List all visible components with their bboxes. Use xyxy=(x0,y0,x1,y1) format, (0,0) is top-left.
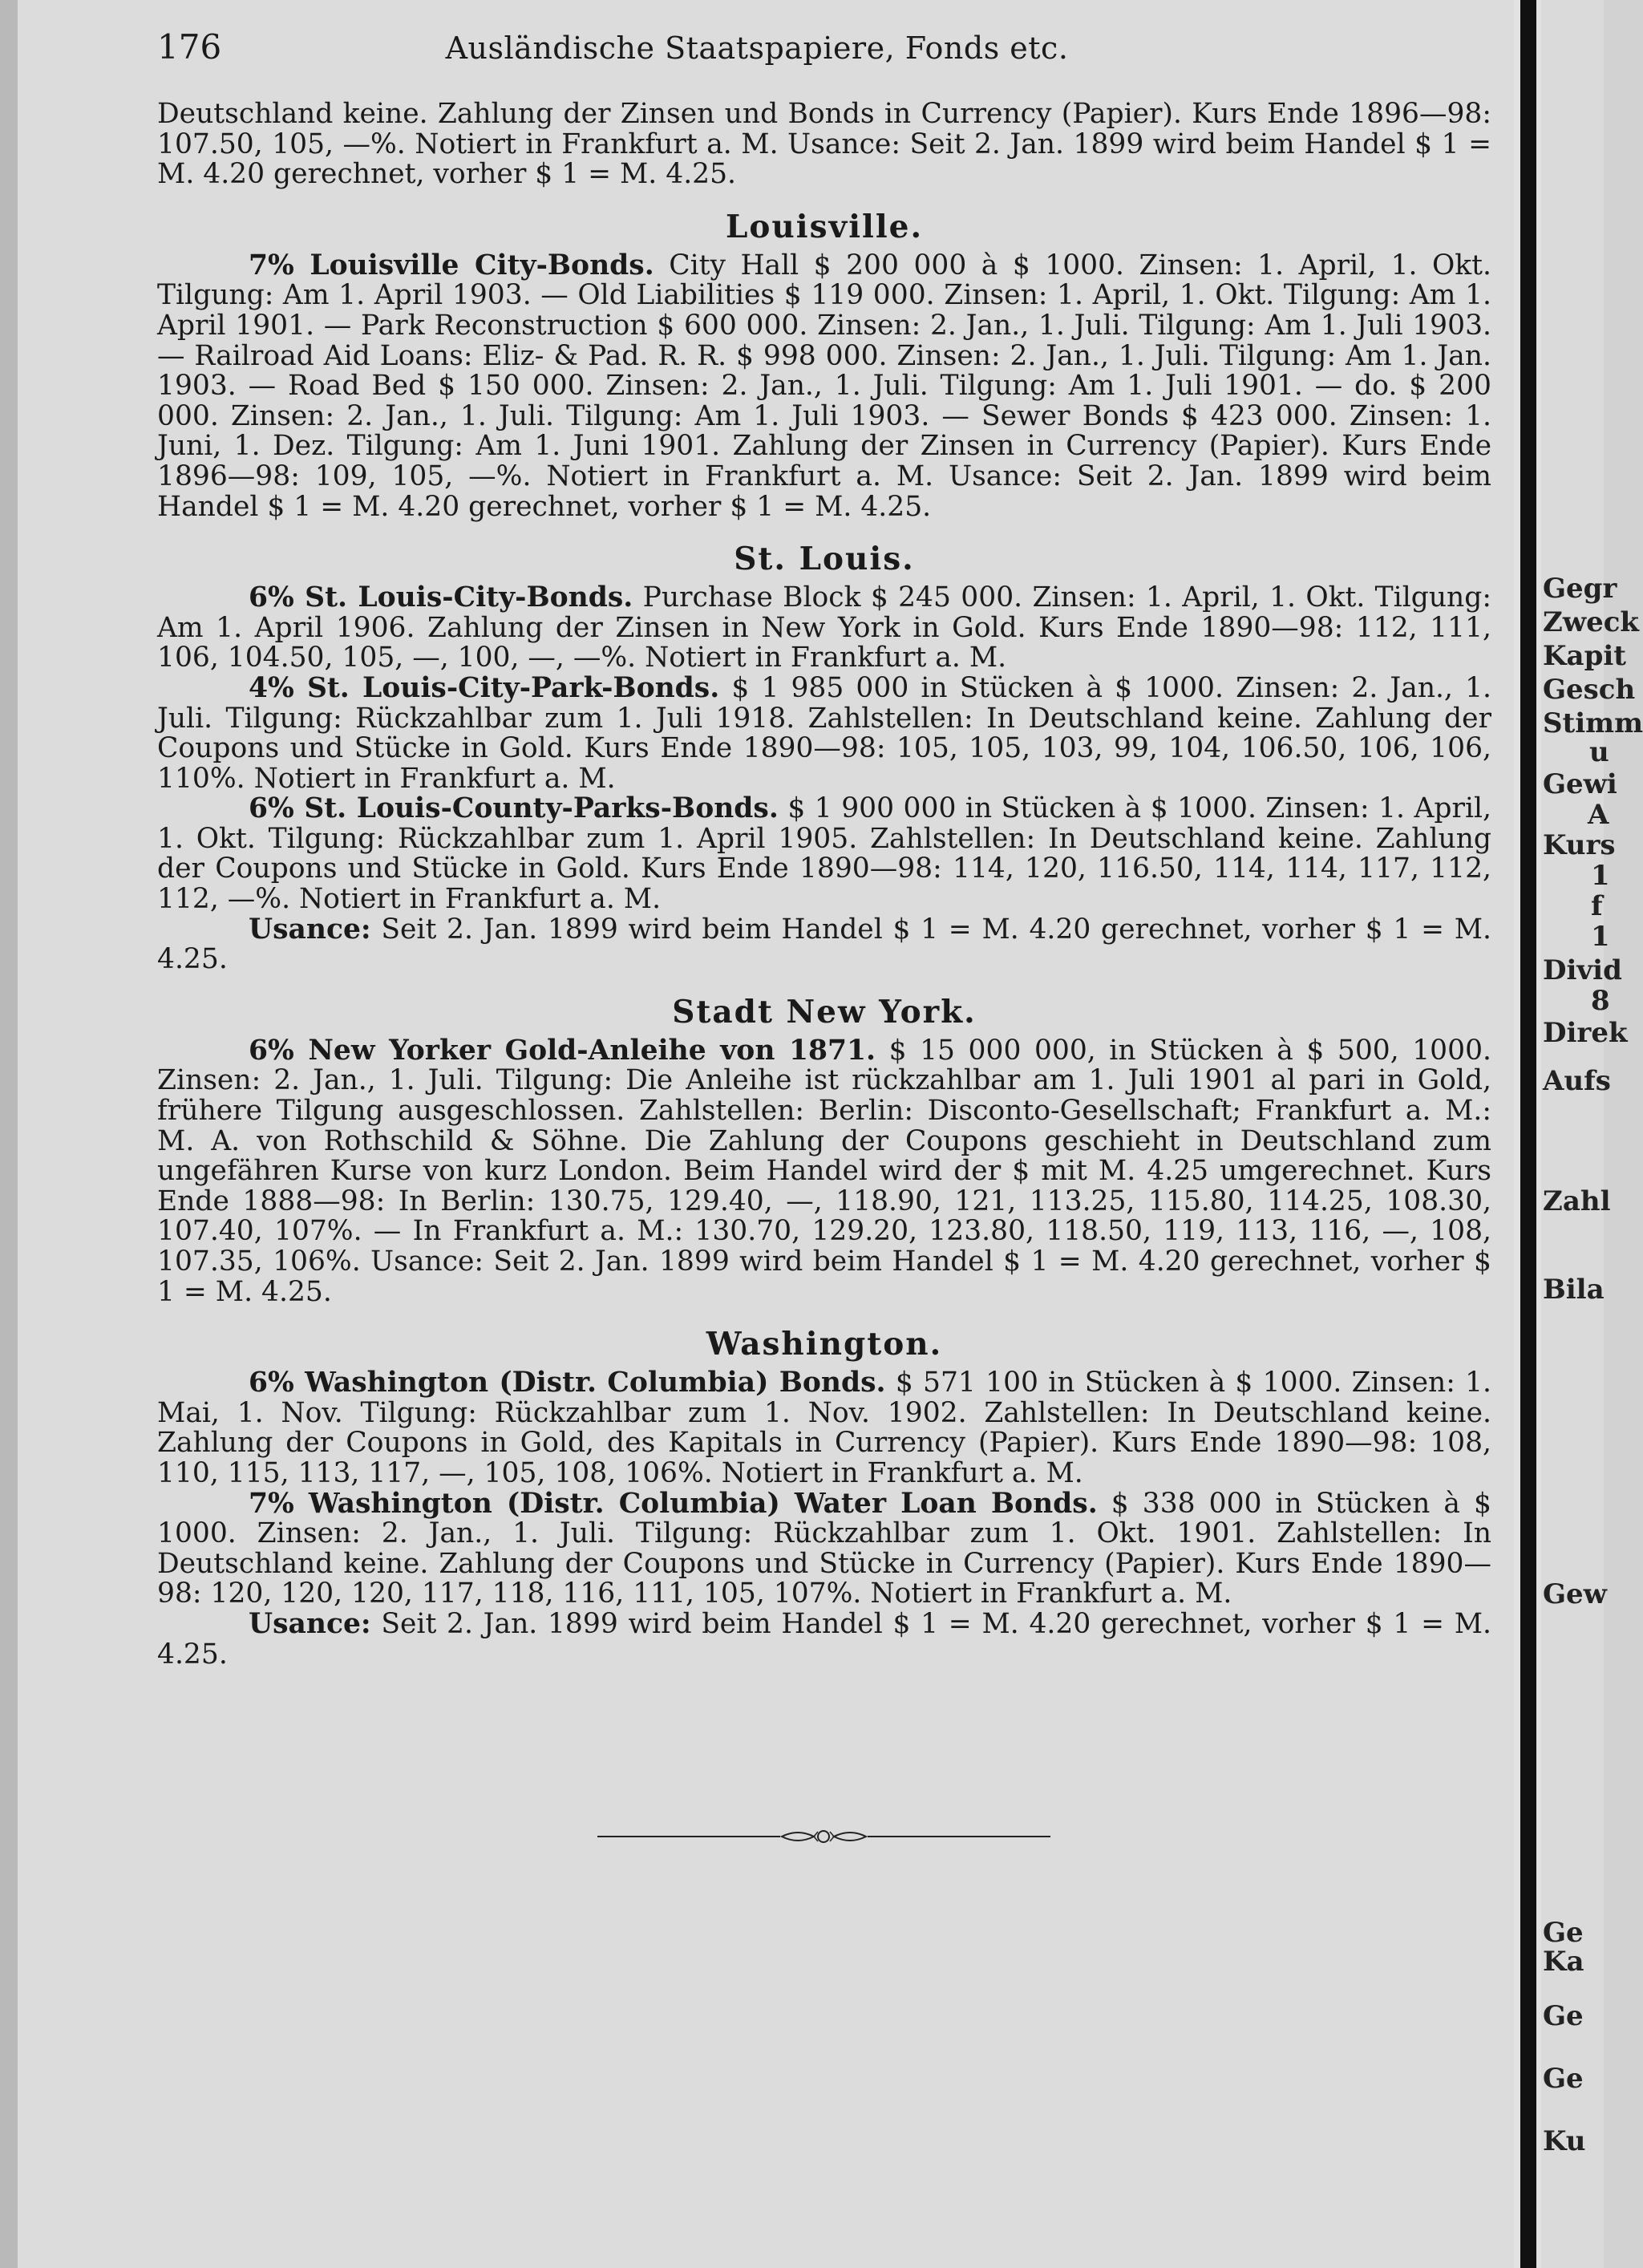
adjacent-fragment: Gewi xyxy=(1543,768,1617,800)
entry-lead: Usance: xyxy=(249,913,371,946)
adjacent-fragment: u xyxy=(1589,736,1609,768)
intro-paragraph: Deutschland keine. Zahlung der Zinsen und Bonds in Currency (Papier). Kurs Ende 1896—98: 107.50, 105, —%. Notiert in Frankfurt a. M. Usance: Seit 2. Jan. 1899 wird beim Handel $ 1 = M. 4.20 gerechnet, vorher $ 1 = M. 4.25. xyxy=(157,98,1491,191)
section-title-st-louis: St. Louis. xyxy=(734,541,915,578)
entry-lead: 6% St. Louis-City-Bonds. xyxy=(249,581,633,614)
adjacent-fragment: Aufs xyxy=(1543,1065,1611,1097)
section-title-louisville: Louisville. xyxy=(725,208,924,245)
entry-lead: 4% St. Louis-City-Park-Bonds. xyxy=(249,671,720,704)
page-left-edge xyxy=(0,0,18,2268)
entry-washington-usance xyxy=(157,1607,1491,1671)
book-spine-shadow xyxy=(1520,0,1536,2268)
entry-text: $ 1 900 000 in Stücken à $ 1000. Zinsen: 1. April, 1. Okt. Tilgung: Rückzahlbar zum 1. April 1905. Zahlstellen: In Deutschland keine. Zahlung der Coupons und Stücke in Gold. Kurs Ende 1890—98: 114, 120, 116.50, 114, 114, 117, 112, 112, —%. Notiert in Frankfurt a. M. xyxy=(157,792,1492,916)
adjacent-fragment: Gew xyxy=(1543,1578,1607,1610)
page-number: 176 xyxy=(157,27,222,67)
entry-text: Seit 2. Jan. 1899 wird beim Handel $ 1 = M. 4.20 gerechnet, vorher $ 1 = M. 4.25. xyxy=(157,913,1491,976)
adjacent-fragment: Ge xyxy=(1543,1917,1584,1949)
entry-washington-water-loan-bonds xyxy=(157,1489,1491,1610)
adjacent-fragment: Divid xyxy=(1543,954,1622,986)
entry-text: $ 15 000 000, in Stücken à $ 500, 1000. Zinsen: 2. Jan., 1. Juli. Tilgung: Die Anleihe ist rückzahlbar am 1. Juli 1901 al pari in Gold, frühere Tilgung ausgeschlossen. Zahlstellen: Berlin: Disconto-Gesellschaft; Frankfurt a. M.: M. A. von Rothschild & Söhne. Die Zahlung der Coupons geschieht in Deutschland zum ungefähren Kurse von kurz London. Beim Handel wird der $ mit M. 4.25 umgerechnet. Kurs Ende 1888—98: In Berlin: 130.75, 129.40, —, 118.90, 121, 113.25, 115.80, 114.25, 108.30, 107.40, 107%. — In Frankfurt a. M.: 130.70, 129.20, 123.80, 118.50, 119, 113, 116, —, 108, 107.35, 106%. Usance: Seit 2. Jan. 1899 wird beim Handel $ 1 = M. 4.20 gerechnet, vorher $ 1 = M. 4.25. xyxy=(157,1034,1491,1308)
entry-washington-bonds xyxy=(157,1368,1491,1488)
ornament-divider xyxy=(597,1819,1050,1854)
entry-text: Seit 2. Jan. 1899 wird beim Handel $ 1 = M. 4.20 gerechnet, vorher $ 1 = M. 4.25. xyxy=(157,1607,1491,1671)
entry-lead: 6% New Yorker Gold-Anleihe von 1871. xyxy=(249,1034,876,1067)
adjacent-fragment: Zahl xyxy=(1543,1185,1611,1217)
entry-st-louis-county-parks-bonds xyxy=(157,794,1491,914)
adjacent-page-edge xyxy=(1541,0,1643,2268)
entry-text: $ 1 985 000 in Stücken à $ 1000. Zinsen: 2. Jan., 1. Juli. Tilgung: Rückzahlbar zum 1. Juli 1918. Zahlstellen: In Deutschland keine. Zahlung der Coupons und Stücke in Gold. Kurs Ende 1890—98: 105, 105, 103, 99, 104, 106.50, 106, 106, 110%. Notiert in Frankfurt a. M. xyxy=(157,671,1492,795)
entry-lead: 6% Washington (Distr. Columbia) Bonds. xyxy=(249,1367,886,1399)
entry-lead: 6% St. Louis-County-Parks-Bonds. xyxy=(249,792,779,825)
running-head: Ausländische Staatspapiere, Fonds etc. xyxy=(445,30,1069,66)
entry-text: City Hall $ 200 000 à $ 1000. Zinsen: 1. April, 1. Okt. Tilgung: Am 1. April 1903. — Old Liabilities $ 119 000. Zinsen: 1. April, 1. Okt. Tilgung: Am 1. April 1901. — Park Reconstruction $ 600 000. Zinsen: 2. Jan., 1. Juli. Tilgung: Am 1. Juli 1903. — Railroad Aid Loans: Eliz- & Pad. R. R. $ 998 000. Zinsen: 2. Jan., 1. Juli. Tilgung: Am 1. Jan. 1903. — Road Bed $ 150 000. Zinsen: 2. Jan., 1. Juli. Tilgung: Am 1. Juli 1901. — do. $ 200 000. Zinsen: 2. Jan., 1. Juli. Tilgung: Am 1. Juli 1903. — Sewer Bonds $ 423 000. Zinsen: 1. Juni, 1. Dez. Tilgung: Am 1. Juni 1901. Zahlung der Zinsen in Currency (Papier). Kurs Ende 1896—98: 109, 105, —%. Notiert in Frankfurt a. M. Usance: Seit 2. Jan. 1899 wird beim Handel $ 1 = M. 4.20 gerechnet, vorher $ 1 = M. 4.25. xyxy=(157,249,1491,523)
adjacent-fragment: Bila xyxy=(1543,1274,1605,1306)
adjacent-fragment: Ka xyxy=(1543,1946,1584,1978)
adjacent-fragment: f xyxy=(1591,890,1603,922)
adjacent-fragment: A xyxy=(1588,799,1609,831)
adjacent-fragment: 1 xyxy=(1591,860,1610,892)
page-body xyxy=(157,99,1491,1670)
entry-new-york-gold-anleihe xyxy=(157,1036,1491,1307)
entry-louisville-city-bonds xyxy=(157,251,1491,522)
entry-lead: 7% Washington (Distr. Columbia) Water Loan Bonds. xyxy=(249,1487,1098,1520)
entry-text: $ 571 100 in Stücken à $ 1000. Zinsen: 1. Mai, 1. Nov. Tilgung: Rückzahlbar zum 1. Nov. 1902. Zahlstellen: In Deutschland keine. Zahlung der Coupons in Gold, des Kapitals in Currency (Papier). Kurs Ende 1890—98: 108, 110, 115, 113, 117, —, 105, 108, 106%. Notiert in Frankfurt a. M. xyxy=(157,1367,1492,1489)
adjacent-fragment: 1 xyxy=(1591,921,1610,953)
adjacent-fragment: Kurs xyxy=(1543,829,1616,861)
adjacent-fragment: Stimm xyxy=(1543,707,1643,739)
adjacent-fragment: 8 xyxy=(1591,985,1610,1017)
entry-lead: Usance: xyxy=(249,1607,371,1640)
entry-st-louis-city-bonds xyxy=(157,583,1491,674)
adjacent-fragment: Zweck xyxy=(1543,606,1639,638)
adjacent-fragment: Direk xyxy=(1543,1017,1628,1049)
section-title-new-york: Stadt New York. xyxy=(672,993,977,1031)
adjacent-fragment: Kapit xyxy=(1543,640,1626,672)
entry-st-louis-usance xyxy=(157,915,1491,975)
section-title-washington: Washington. xyxy=(706,1326,943,1363)
entry-lead: 7% Louisville City-Bonds. xyxy=(249,249,654,281)
entry-st-louis-city-park-bonds xyxy=(157,671,1492,795)
adjacent-fragment: Ku xyxy=(1543,2125,1586,2157)
adjacent-fragment: Gegr xyxy=(1543,573,1617,605)
adjacent-fragment: Ge xyxy=(1543,2000,1584,2032)
entry-text: Purchase Block $ 245 000. Zinsen: 1. April, 1. Okt. Tilgung: Am 1. April 1906. Zahlung der Zinsen in New York in Gold. Kurs Ende 1890—98: 112, 111, 106, 104.50, 105, —, 100, —, —%. Notiert in Frankfurt a. M. xyxy=(157,581,1491,674)
adjacent-fragment: Gesch xyxy=(1543,674,1636,706)
adjacent-fragment: Ge xyxy=(1543,2063,1584,2095)
entry-text: $ 338 000 in Stücken à $ 1000. Zinsen: 2. Jan., 1. Juli. Tilgung: Rückzahlbar zum 1. Okt. 1901. Zahlstellen: In Deutschland keine. Zahlung der Coupons und Stücke in Currency (Papier). Kurs Ende 1890—98: 120, 120, 120, 117, 118, 116, 111, 105, 107%. Notiert in Frankfurt a. M. xyxy=(157,1487,1491,1610)
